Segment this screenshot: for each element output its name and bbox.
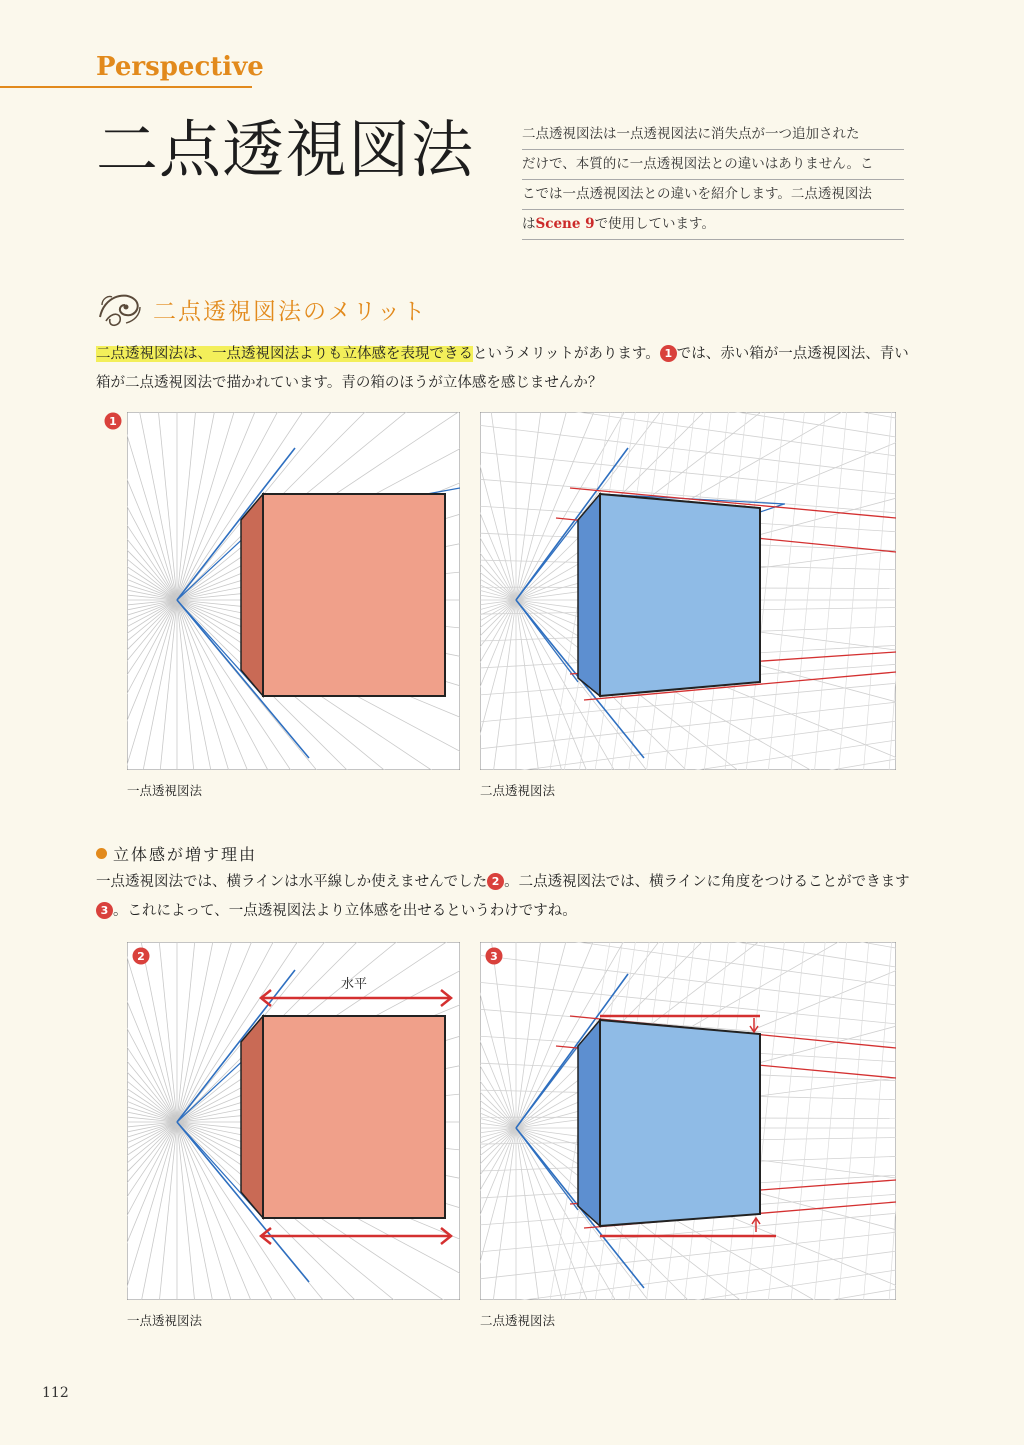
caption-fig2: 一点透視図法: [127, 1313, 203, 1328]
intro-line-4-post: で使用しています。: [594, 216, 715, 232]
figure-1-number: 1: [109, 415, 117, 428]
caption-fig1-right: 二点透視図法: [480, 783, 556, 798]
figure-2-number: 2: [137, 950, 145, 963]
figure-2-badge: [132, 947, 150, 965]
page-title: 二点透視図法: [96, 113, 475, 186]
page-number: 112: [42, 1385, 69, 1401]
para2-text-c: 。これによって、一点透視図法より立体感を出せるというわけですね。: [113, 903, 577, 919]
para1-text-b: では、赤い箱が一点透視図法、青い箱が二点透視図法で描かれています。青の箱のほうが立体感を感じませんか？: [96, 346, 909, 391]
figure-number-badge: 1: [660, 345, 677, 362]
figure-1-badge: [104, 412, 122, 430]
figure-2-one-point: [127, 942, 460, 1300]
horizontal-label: 水平: [340, 977, 368, 992]
figure-1-one-point: [127, 412, 460, 770]
flourish-ornament-icon: [96, 287, 144, 329]
figure-3-two-point: [480, 942, 896, 1300]
series-rule: [0, 86, 252, 88]
para1-text-a: というメリットがあります。: [473, 346, 660, 362]
intro-line-4: [522, 210, 904, 240]
intro-line-4-pre: は: [522, 216, 536, 232]
figure-3-number: 3: [490, 950, 498, 963]
figure-2-ref-badge: 2: [487, 873, 504, 890]
intro-line-2: だけで、本質的に一点透視図法との違いはありません。こ: [522, 150, 904, 180]
subsection-paragraph: [96, 868, 916, 926]
intro-line-3: こでは一点透視図法との違いを紹介します。二点透視図法: [522, 180, 904, 210]
series-label: Perspective: [96, 52, 264, 82]
para2-text-a: 一点透視図法では、横ラインは水平線しか使えませんでした: [96, 874, 488, 890]
intro-box: [522, 120, 904, 240]
subsection-heading-text: 立体感が増す理由: [113, 845, 258, 864]
intro-paragraph: [96, 340, 916, 398]
para2-text-b: 。二点透視図法では、横ラインに角度をつけることができます: [504, 874, 910, 890]
subsection-heading: [96, 842, 257, 865]
figure-1-two-point: [480, 412, 896, 770]
bullet-dot-icon: [96, 848, 107, 859]
caption-fig3: 二点透視図法: [480, 1313, 556, 1328]
figure-3-ref-badge: 3: [96, 902, 113, 919]
caption-fig1-left: 一点透視図法: [127, 783, 203, 798]
figure-3-badge: [485, 947, 503, 965]
intro-line-1: 二点透視図法は一点透視図法に消失点が一つ追加された: [522, 120, 904, 150]
highlighted-text: 二点透視図法は、一点透視図法よりも立体感を表現できる: [96, 346, 473, 362]
scene-reference: Scene 9: [535, 216, 595, 232]
section-heading: 二点透視図法のメリット: [153, 299, 428, 325]
